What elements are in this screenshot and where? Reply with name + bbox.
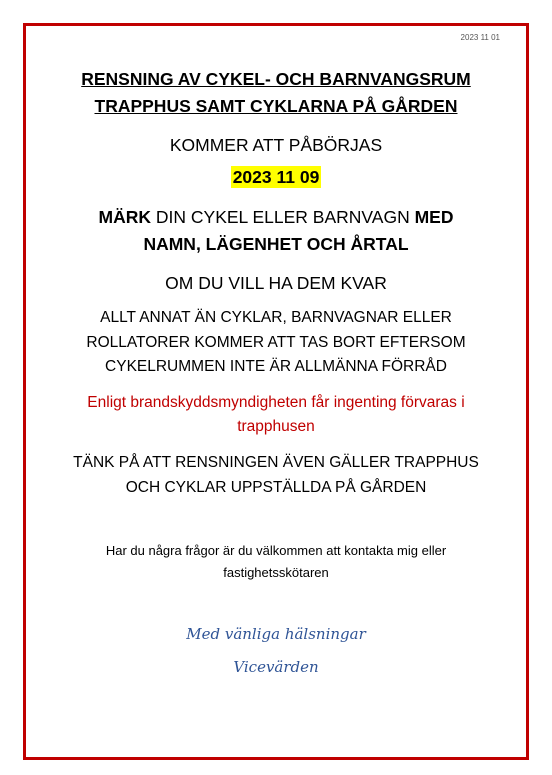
document-date: 2023 11 01: [460, 33, 500, 42]
removal-notice: [50, 306, 502, 380]
stairs-line-1: TÄNK PÅ ATT RENSNINGEN ÄVEN GÄLLER TRAPPHUS: [73, 453, 479, 471]
fire-line-1: Enligt brandskyddsmyndigheten får ingenting förvaras i: [87, 393, 465, 411]
removal-line-1: ALLT ANNAT ÄN CYKLAR, BARNVAGNAR ELLER: [100, 309, 452, 326]
questions-line-1: Har du några frågor är du välkommen att kontakta mig eller: [105, 542, 447, 558]
questions-text: [50, 540, 502, 584]
fire-safety-notice: [50, 391, 502, 440]
stairwell-notice: [50, 450, 502, 500]
title-line-1: RENSNING AV CYKEL- OCH BARNVANGSRUM: [81, 69, 471, 89]
start-date-highlight: 2023 11 09: [232, 167, 320, 187]
mark-with: MED: [414, 207, 454, 227]
title-line-2: TRAPPHUS SAMT CYKLARNA PÅ GÅRDEN: [94, 96, 458, 116]
greeting-text: Med vänliga hälsningar: [186, 624, 366, 643]
mark-line-1: [50, 204, 502, 231]
keep-notice: OM DU VILL HA DEM KVAR: [165, 273, 387, 293]
mark-word: MÄRK: [98, 207, 152, 227]
mark-middle: DIN CYKEL ELLER BARNVAGN: [151, 207, 415, 227]
start-date-line: [50, 166, 502, 190]
stairs-line-2: OCH CYKLAR UPPSTÄLLDA PÅ GÅRDEN: [125, 478, 427, 496]
notice-title: [50, 66, 502, 120]
fire-line-2: trapphusen: [237, 418, 315, 435]
removal-line-2: ROLLATORER KOMMER ATT TAS BORT EFTERSOM: [86, 333, 466, 351]
mark-instruction: [50, 204, 502, 258]
notice-content: [50, 66, 502, 677]
mark-line-2: NAMN, LÄGENHET OCH ÅRTAL: [143, 234, 409, 254]
starting-text: KOMMER ATT PÅBÖRJAS: [169, 135, 383, 155]
questions-line-2: fastighetsskötaren: [223, 564, 329, 580]
removal-line-3: CYKELRUMMEN INTE ÄR ALLMÄNNA FÖRRÅD: [105, 358, 447, 375]
signer-text: Vicevärden: [233, 657, 319, 676]
